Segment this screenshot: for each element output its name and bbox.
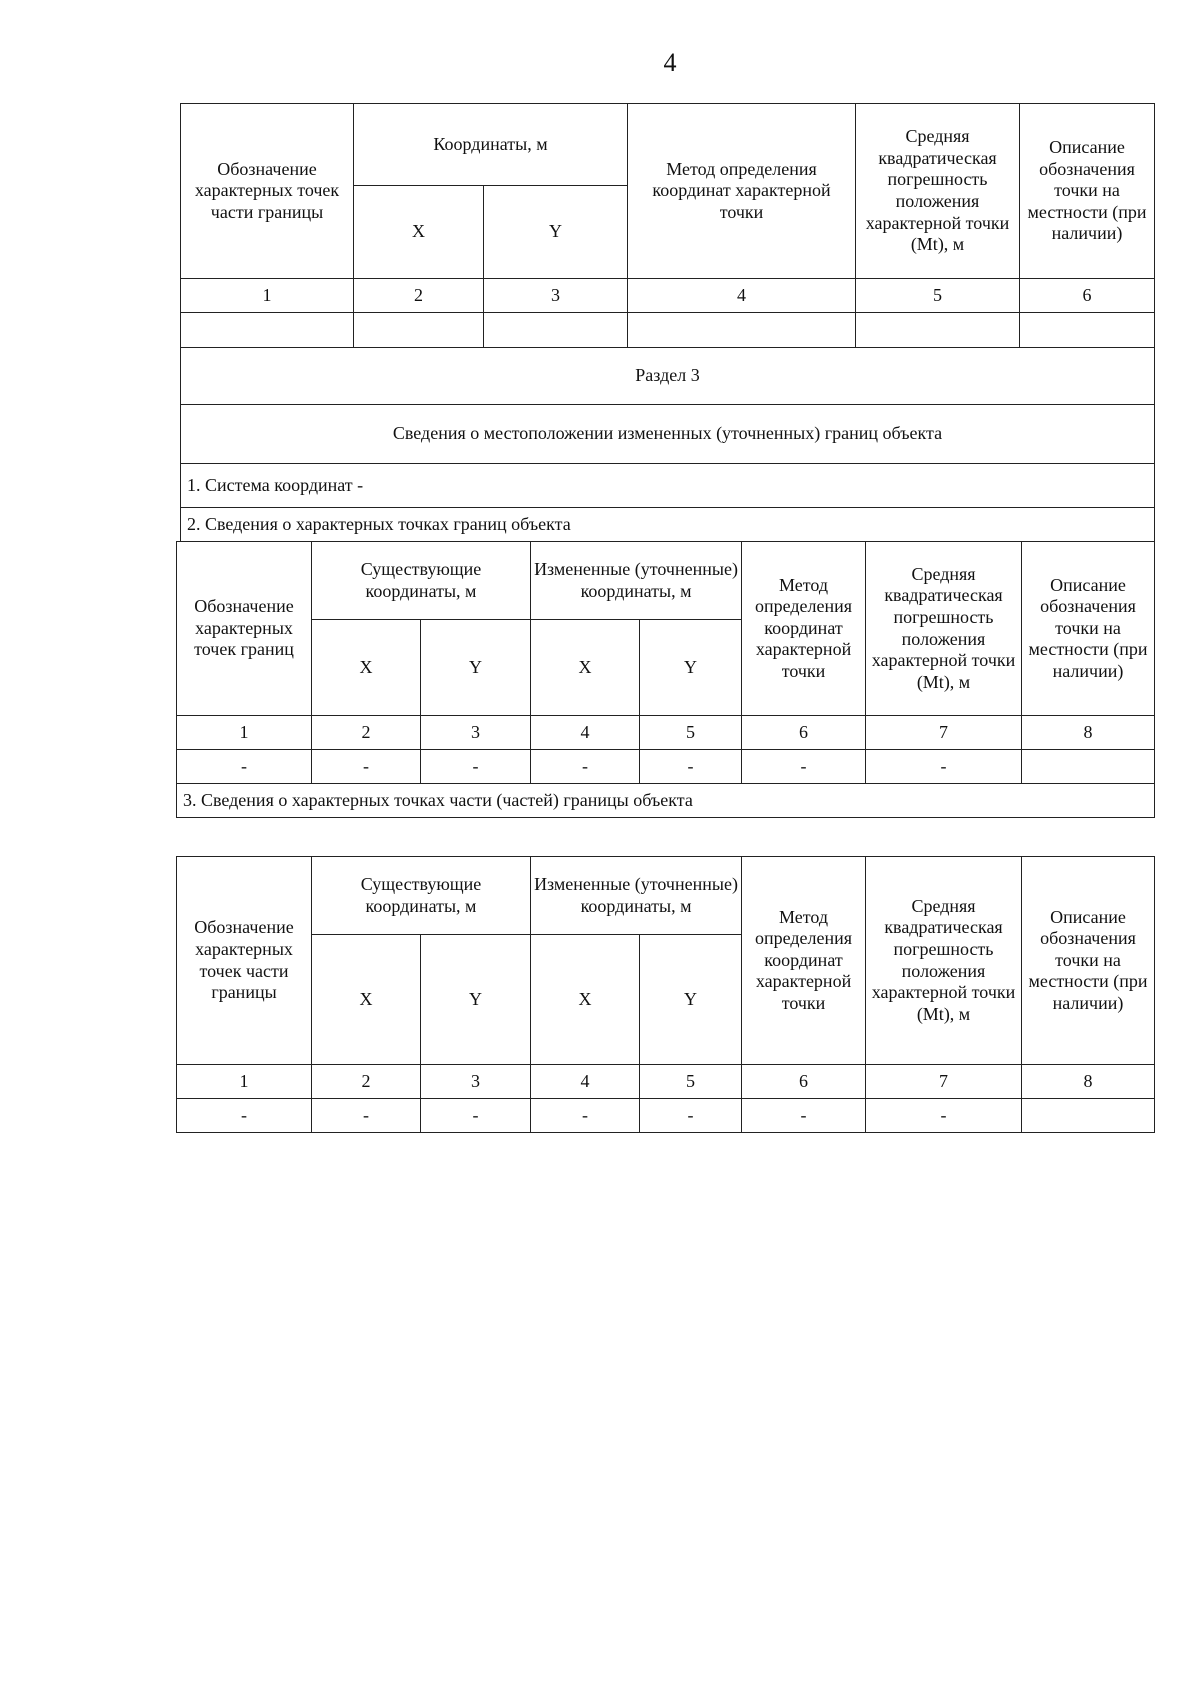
table-cell: - [640, 750, 742, 784]
column-number: 5 [640, 716, 742, 750]
table-cell: - [177, 1099, 312, 1133]
table-cell: - [312, 750, 421, 784]
column-number: 8 [1022, 1065, 1155, 1099]
header-y: Y [484, 186, 628, 279]
header-changed-coordinates: Измененные (уточненные) координаты, м [531, 542, 742, 620]
table-cell: - [742, 1099, 866, 1133]
empty-cell [181, 313, 354, 348]
top-table [180, 103, 1155, 542]
header-description: Описание обозначения точки на местности (при наличии) [1022, 857, 1155, 1065]
column-number: 3 [484, 279, 628, 313]
header-point-designation: Обозначение характерных точек части границы [181, 104, 354, 279]
header-x: X [531, 620, 640, 716]
table-cell: - [177, 750, 312, 784]
column-number: 1 [181, 279, 354, 313]
column-number: 2 [312, 1065, 421, 1099]
header-method: Метод определения координат характерной точки [628, 104, 856, 279]
table-cell: - [531, 750, 640, 784]
parts-caption: 3. Сведения о характерных точках части (частей) границы объекта [177, 784, 1155, 818]
table-row [177, 1099, 1155, 1133]
empty-cell [628, 313, 856, 348]
table-cell: - [312, 1099, 421, 1133]
points-caption: 2. Сведения о характерных точках границ объекта [181, 508, 1155, 542]
header-method: Метод определения координат характерной точки [742, 542, 866, 716]
table-cell: - [866, 1099, 1022, 1133]
header-y: Y [640, 620, 742, 716]
column-number: 3 [421, 1065, 531, 1099]
header-y: Y [421, 620, 531, 716]
coordinate-system: 1. Система координат - [181, 464, 1155, 508]
column-number: 7 [866, 716, 1022, 750]
header-existing-coordinates: Существующие координаты, м [312, 857, 531, 935]
table-cell: - [742, 750, 866, 784]
empty-cell [354, 313, 484, 348]
header-mean-error: Средняя квадратическая погрешность положения характерной точки (Mt), м [866, 857, 1022, 1065]
boundary-points-table [176, 541, 1155, 818]
column-number: 5 [640, 1065, 742, 1099]
section-subtitle: Сведения о местоположении измененных (уточненных) границ объекта [181, 405, 1155, 464]
header-description: Описание обозначения точки на местности (при наличии) [1020, 104, 1155, 279]
header-x: X [312, 620, 421, 716]
header-mean-error: Средняя квадратическая погрешность положения характерной точки (Mt), м [856, 104, 1020, 279]
table-cell: - [866, 750, 1022, 784]
section-title: Раздел 3 [181, 348, 1155, 405]
empty-cell [1020, 313, 1155, 348]
empty-cell [484, 313, 628, 348]
header-y: Y [421, 935, 531, 1065]
column-number: 1 [177, 716, 312, 750]
header-mean-error: Средняя квадратическая погрешность положения характерной точки (Mt), м [866, 542, 1022, 716]
table-cell: - [531, 1099, 640, 1133]
empty-cell [856, 313, 1020, 348]
header-existing-coordinates: Существующие координаты, м [312, 542, 531, 620]
column-number: 3 [421, 716, 531, 750]
column-number: 2 [312, 716, 421, 750]
column-number: 4 [628, 279, 856, 313]
header-x: X [531, 935, 640, 1065]
header-point-designation: Обозначение характерных точек границ [177, 542, 312, 716]
table-cell [1022, 750, 1155, 784]
column-number: 5 [856, 279, 1020, 313]
column-number: 4 [531, 716, 640, 750]
header-x: X [354, 186, 484, 279]
column-number: 1 [177, 1065, 312, 1099]
table-cell: - [421, 1099, 531, 1133]
header-coordinates: Координаты, м [354, 104, 628, 186]
table-cell [1022, 1099, 1155, 1133]
column-number: 2 [354, 279, 484, 313]
header-description: Описание обозначения точки на местности (при наличии) [1022, 542, 1155, 716]
column-number: 6 [742, 716, 866, 750]
column-number: 7 [866, 1065, 1022, 1099]
header-changed-coordinates: Измененные (уточненные) координаты, м [531, 857, 742, 935]
page-number: 4 [663, 48, 677, 77]
header-x: X [312, 935, 421, 1065]
table-cell: - [640, 1099, 742, 1133]
boundary-part-points-table [176, 856, 1155, 1133]
column-number: 6 [742, 1065, 866, 1099]
header-y: Y [640, 935, 742, 1065]
table-cell: - [421, 750, 531, 784]
header-method: Метод определения координат характерной точки [742, 857, 866, 1065]
column-number: 8 [1022, 716, 1155, 750]
column-number: 6 [1020, 279, 1155, 313]
header-point-designation: Обозначение характерных точек части границы [177, 857, 312, 1065]
column-number: 4 [531, 1065, 640, 1099]
table-row [177, 750, 1155, 784]
